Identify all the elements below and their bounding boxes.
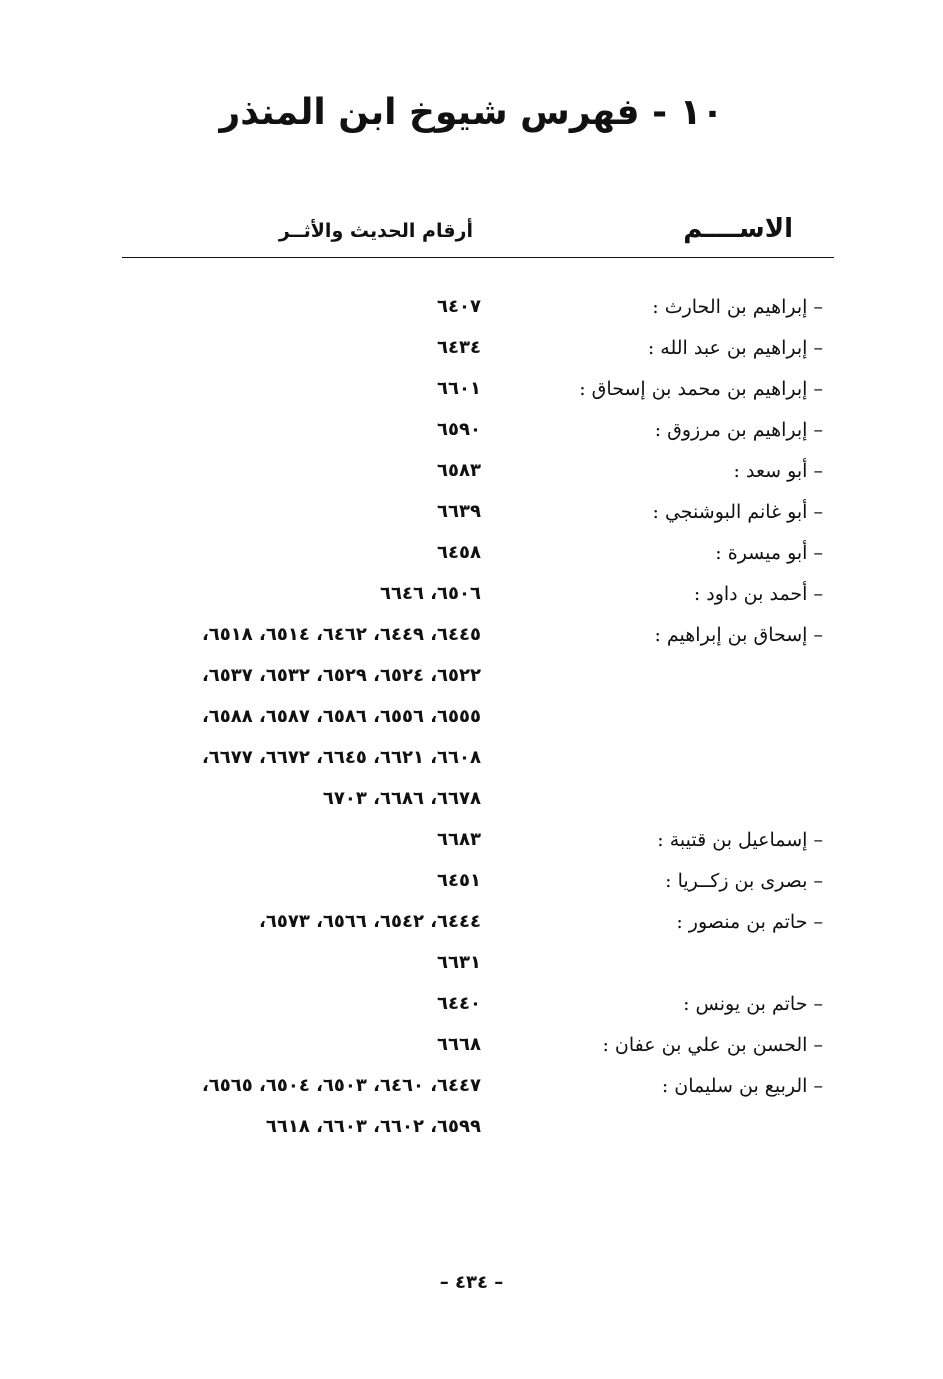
- index-rows: [0, 290, 943, 1151]
- index-row: [0, 536, 943, 577]
- hadith-numbers: ٦٦٧٨، ٦٦٨٦، ٦٧٠٣: [322, 788, 481, 809]
- column-header-numbers: أرقام الحديث والأثــر: [278, 220, 473, 242]
- index-row: [0, 454, 943, 495]
- hadith-numbers: ٦٤٥١: [437, 870, 481, 891]
- index-row-continuation: [0, 1110, 943, 1151]
- index-row: [0, 1028, 943, 1069]
- narrator-name: – بصرى بن زكــريا :: [665, 870, 823, 892]
- narrator-name: – حاتم بن يونس :: [683, 993, 823, 1015]
- narrator-name: – أحمد بن داود :: [693, 583, 823, 605]
- index-row: [0, 618, 943, 659]
- hadith-numbers: ٦٦٠٨، ٦٦٢١، ٦٦٤٥، ٦٦٧٢، ٦٦٧٧،: [201, 747, 481, 768]
- index-row: [0, 577, 943, 618]
- index-row-continuation: [0, 659, 943, 700]
- narrator-name: – الربيع بن سليمان :: [661, 1075, 823, 1097]
- index-row: [0, 987, 943, 1028]
- index-row-continuation: [0, 741, 943, 782]
- hadith-numbers: ٦٥٨٣: [437, 460, 481, 481]
- page-number: – ٤٣٤ –: [439, 1272, 504, 1293]
- narrator-name: – إبراهيم بن الحارث :: [652, 296, 823, 318]
- page-title: ١٠ - فهرس شيوخ ابن المنذر: [219, 92, 724, 133]
- header-divider: [122, 257, 834, 258]
- narrator-name: – أبو ميسرة :: [715, 542, 823, 564]
- hadith-numbers: ٦٤٣٤: [437, 337, 481, 358]
- hadith-numbers: ٦٥٢٢، ٦٥٢٤، ٦٥٢٩، ٦٥٣٢، ٦٥٣٧،: [201, 665, 481, 686]
- narrator-name: – إسماعيل بن قتيبة :: [657, 829, 823, 851]
- hadith-numbers: ٦٥٥٥، ٦٥٥٦، ٦٥٨٦، ٦٥٨٧، ٦٥٨٨،: [201, 706, 481, 727]
- hadith-numbers: ٦٦٠١: [437, 378, 481, 399]
- index-row-continuation: [0, 946, 943, 987]
- hadith-numbers: ٦٦٦٨: [437, 1034, 481, 1055]
- hadith-numbers: ٦٦٨٣: [437, 829, 481, 850]
- hadith-numbers: ٦٤٠٧: [437, 296, 481, 317]
- hadith-numbers: ٦٦٣٩: [437, 501, 481, 522]
- index-row: [0, 864, 943, 905]
- index-row-continuation: [0, 782, 943, 823]
- index-row: [0, 905, 943, 946]
- index-row: [0, 372, 943, 413]
- hadith-numbers: ٦٤٤٧، ٦٤٦٠، ٦٥٠٣، ٦٥٠٤، ٦٥٦٥،: [201, 1075, 481, 1096]
- hadith-numbers: ٦٥٩٠: [437, 419, 481, 440]
- index-row: [0, 290, 943, 331]
- hadith-numbers: ٦٤٤٥، ٦٤٤٩، ٦٤٦٢، ٦٥١٤، ٦٥١٨،: [201, 624, 481, 645]
- hadith-numbers: ٦٦٣١: [437, 952, 481, 973]
- index-row: [0, 495, 943, 536]
- index-row: [0, 331, 943, 372]
- index-row-continuation: [0, 700, 943, 741]
- hadith-numbers: ٦٤٤٤، ٦٥٤٢، ٦٥٦٦، ٦٥٧٣،: [259, 911, 481, 932]
- column-header-name: الاســــم: [683, 214, 793, 244]
- narrator-name: – إبراهيم بن عبد الله :: [647, 337, 823, 359]
- narrator-name: – إبراهيم بن مرزوق :: [654, 419, 823, 441]
- narrator-name: – الحسن بن علي بن عفان :: [602, 1034, 823, 1056]
- narrator-name: – أبو غانم البوشنجي :: [652, 501, 823, 523]
- narrator-name: – حاتم بن منصور :: [676, 911, 823, 933]
- index-row: [0, 413, 943, 454]
- index-row: [0, 823, 943, 864]
- hadith-numbers: ٦٤٤٠: [437, 993, 481, 1014]
- hadith-numbers: ٦٥٠٦، ٦٦٤٦: [379, 583, 481, 604]
- narrator-name: – إبراهيم بن محمد بن إسحاق :: [579, 378, 823, 400]
- index-row: [0, 1069, 943, 1110]
- hadith-numbers: ٦٤٥٨: [437, 542, 481, 563]
- narrator-name: – أبو سعد :: [733, 460, 823, 482]
- narrator-name: – إسحاق بن إبراهيم :: [654, 624, 823, 646]
- hadith-numbers: ٦٥٩٩، ٦٦٠٢، ٦٦٠٣، ٦٦١٨: [265, 1116, 481, 1137]
